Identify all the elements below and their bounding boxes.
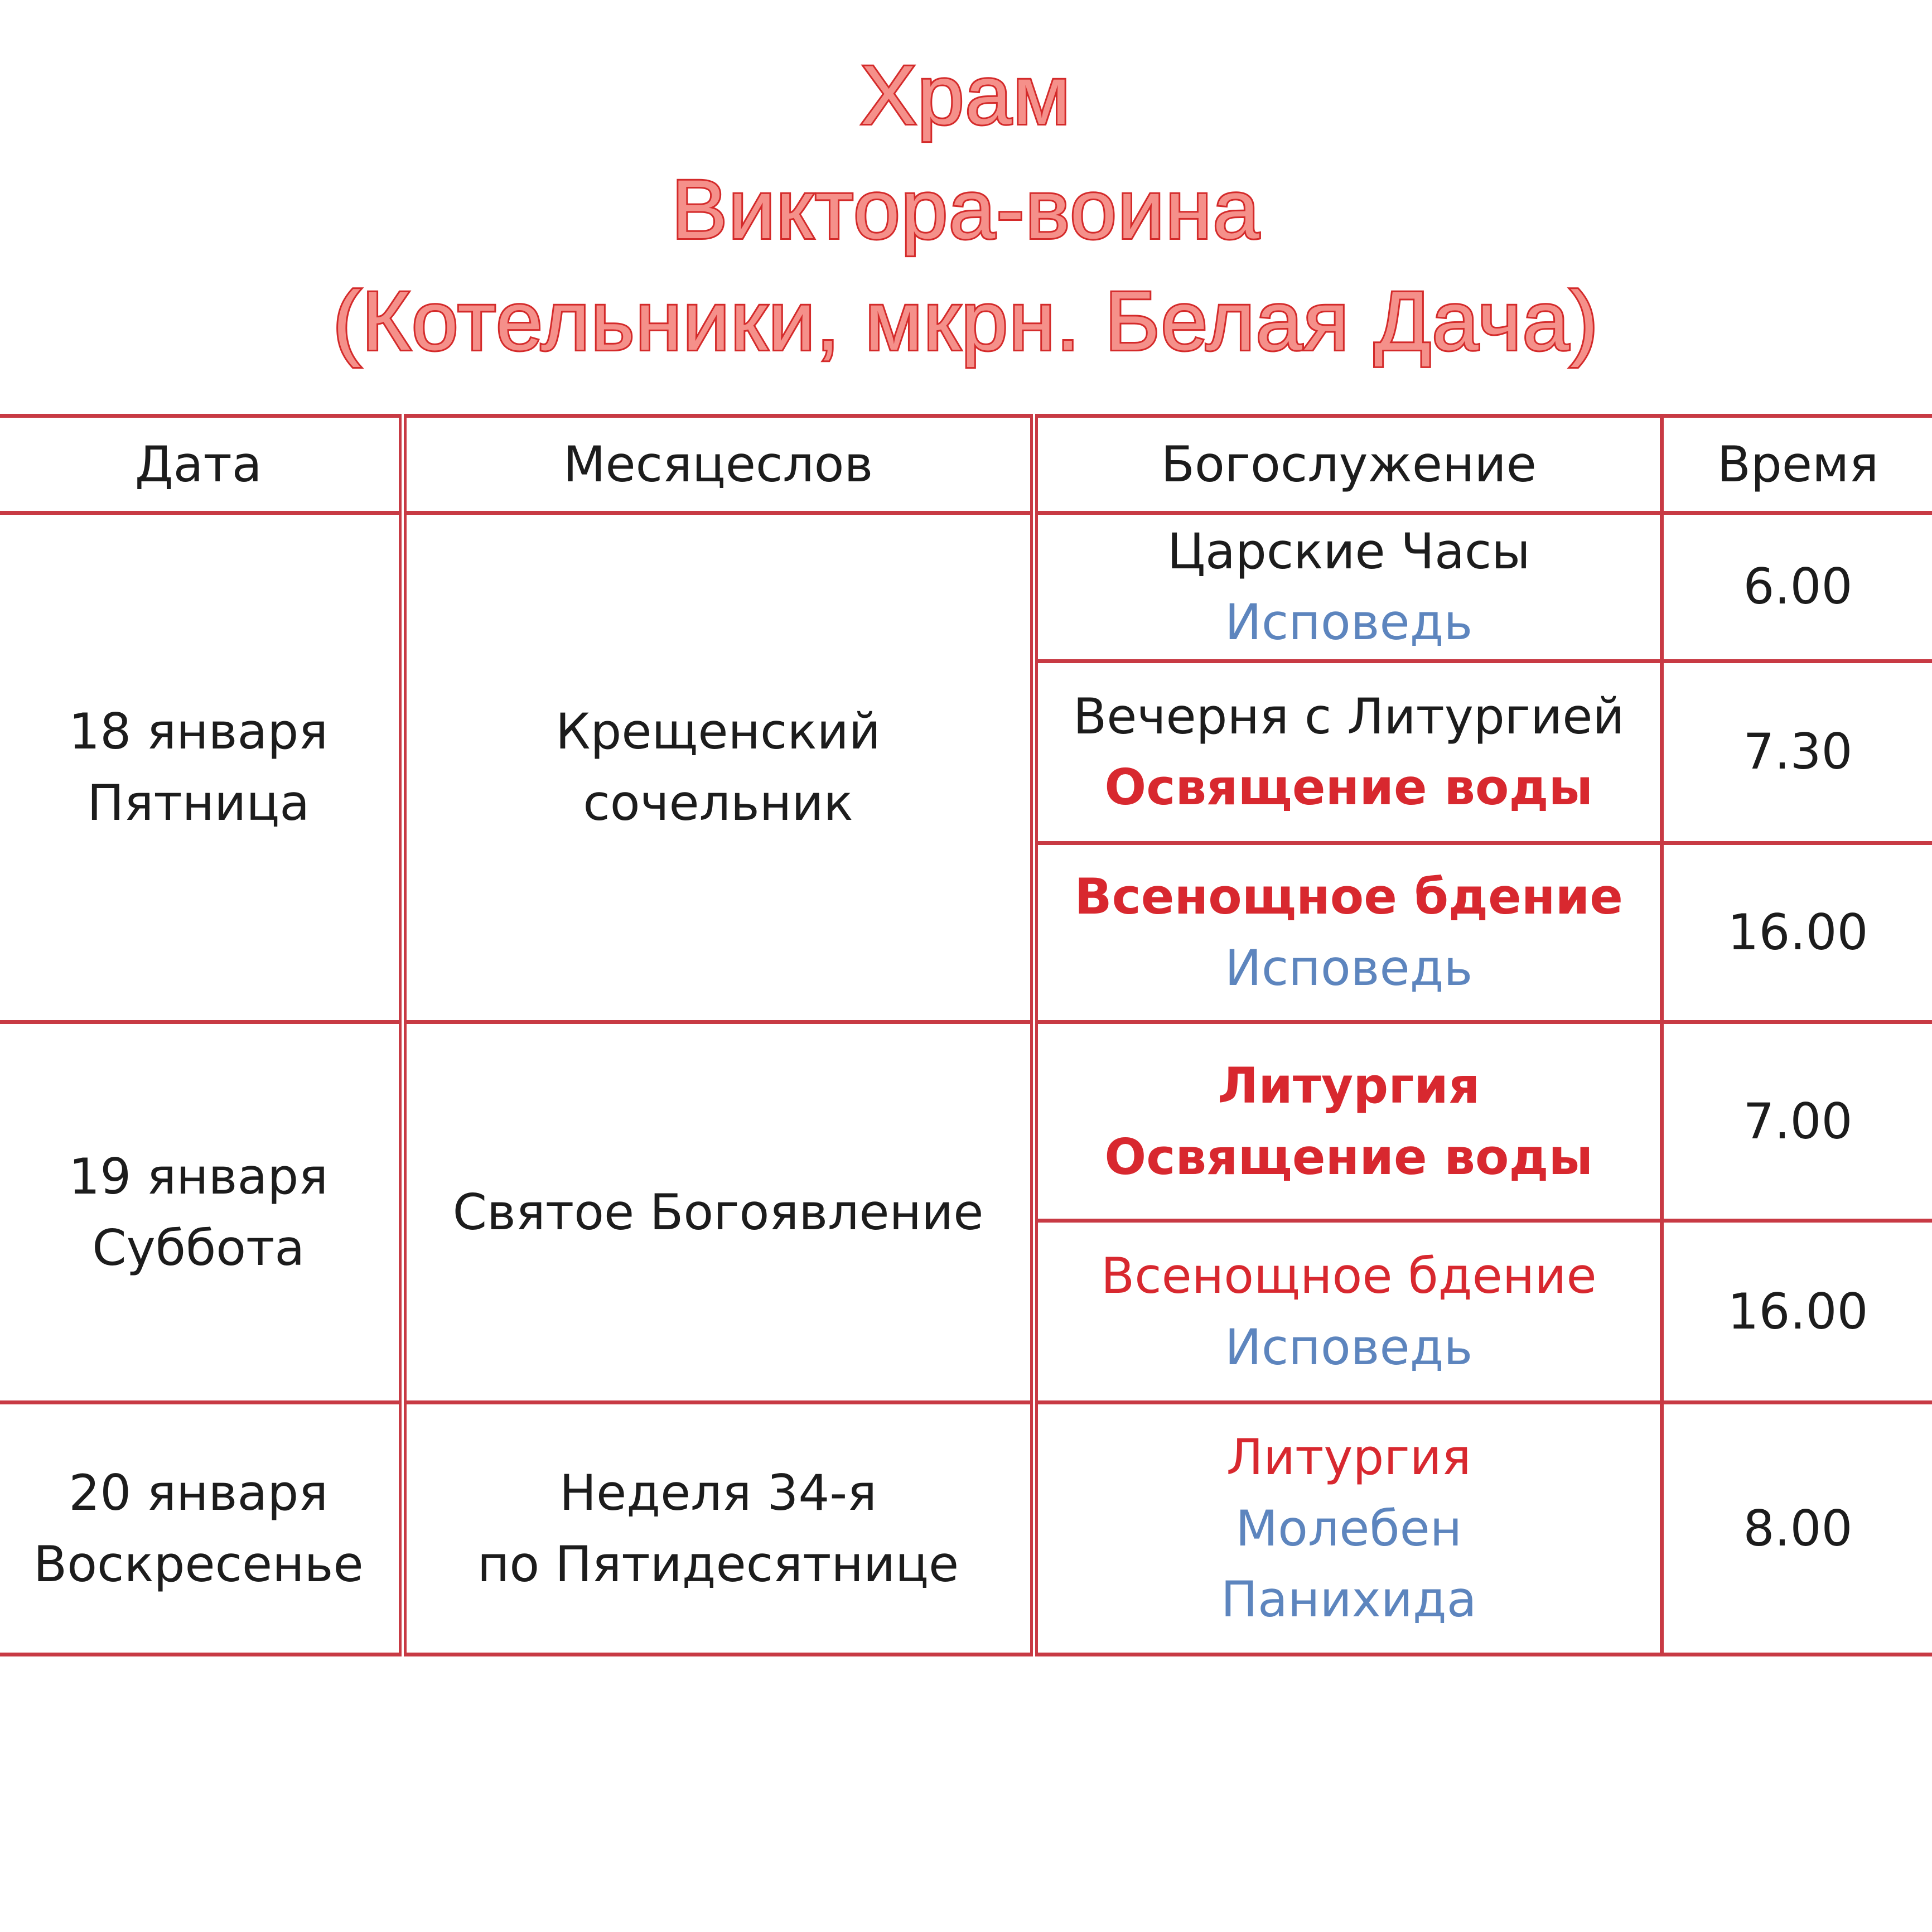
header-mesyatseslov: Месяцеслов [403, 416, 1034, 513]
feast-cell [403, 513, 1034, 1022]
service-text: Вечерня с Литургией [1073, 687, 1625, 745]
service-cell [1034, 513, 1662, 661]
schedule-table [0, 414, 1932, 1656]
service-text: Освящение воды [1104, 1128, 1593, 1186]
service-text: Исповедь [1225, 593, 1473, 651]
weekday-text: Пятница [87, 774, 310, 832]
service-cell [1034, 1403, 1662, 1655]
header-row [0, 416, 1932, 513]
header-service: Богослужение [1034, 416, 1662, 513]
service-cell [1034, 1221, 1662, 1403]
date-cell [0, 513, 403, 1022]
service-text: Всенощное бдение [1100, 1247, 1597, 1305]
weekday-text: Суббота [92, 1219, 305, 1277]
time-cell: 16.00 [1662, 843, 1932, 1022]
service-text: Исповедь [1225, 939, 1473, 997]
title-line-3: (Котельники, мкрн. Белая Дача) [332, 274, 1600, 368]
feast-text: Неделя 34-я [559, 1464, 877, 1522]
time-cell: 8.00 [1662, 1403, 1932, 1655]
date-cell [0, 1403, 403, 1655]
feast-cell [403, 1403, 1034, 1655]
weekday-text: Воскресенье [33, 1535, 364, 1593]
service-text: Освящение воды [1104, 759, 1593, 817]
service-text: Литургия [1226, 1428, 1471, 1486]
service-cell [1034, 843, 1662, 1022]
service-cell [1034, 1022, 1662, 1220]
time-cell: 16.00 [1662, 1221, 1932, 1403]
date-text: 20 января [69, 1464, 329, 1522]
date-cell [0, 1022, 403, 1402]
service-text: Исповедь [1225, 1318, 1473, 1376]
service-text: Молебен [1235, 1499, 1462, 1557]
feast-cell [403, 1022, 1034, 1402]
time-cell: 7.30 [1662, 661, 1932, 843]
header-date: Дата [0, 416, 403, 513]
feast-text: по Пятидесятнице [477, 1535, 959, 1593]
header-time: Время [1662, 416, 1932, 513]
service-text: Панихида [1220, 1571, 1477, 1629]
time-cell: 6.00 [1662, 513, 1932, 661]
service-cell [1034, 661, 1662, 843]
table-row [0, 513, 1932, 661]
date-text: 19 января [69, 1148, 329, 1206]
feast-text: сочельник [583, 774, 853, 832]
time-cell: 7.00 [1662, 1022, 1932, 1220]
title-line-2: Виктора-воина [672, 162, 1260, 256]
table-row [0, 1022, 1932, 1220]
feast-text: Святое Богоявление [452, 1183, 984, 1241]
service-text: Царские Часы [1167, 522, 1530, 580]
table-row [0, 1403, 1932, 1655]
service-text: Всенощное бдение [1074, 868, 1623, 926]
feast-text: Крещенский [556, 703, 881, 761]
date-text: 18 января [69, 703, 329, 761]
title-line-1: Храм [860, 48, 1072, 142]
service-text: Литургия [1218, 1056, 1480, 1114]
